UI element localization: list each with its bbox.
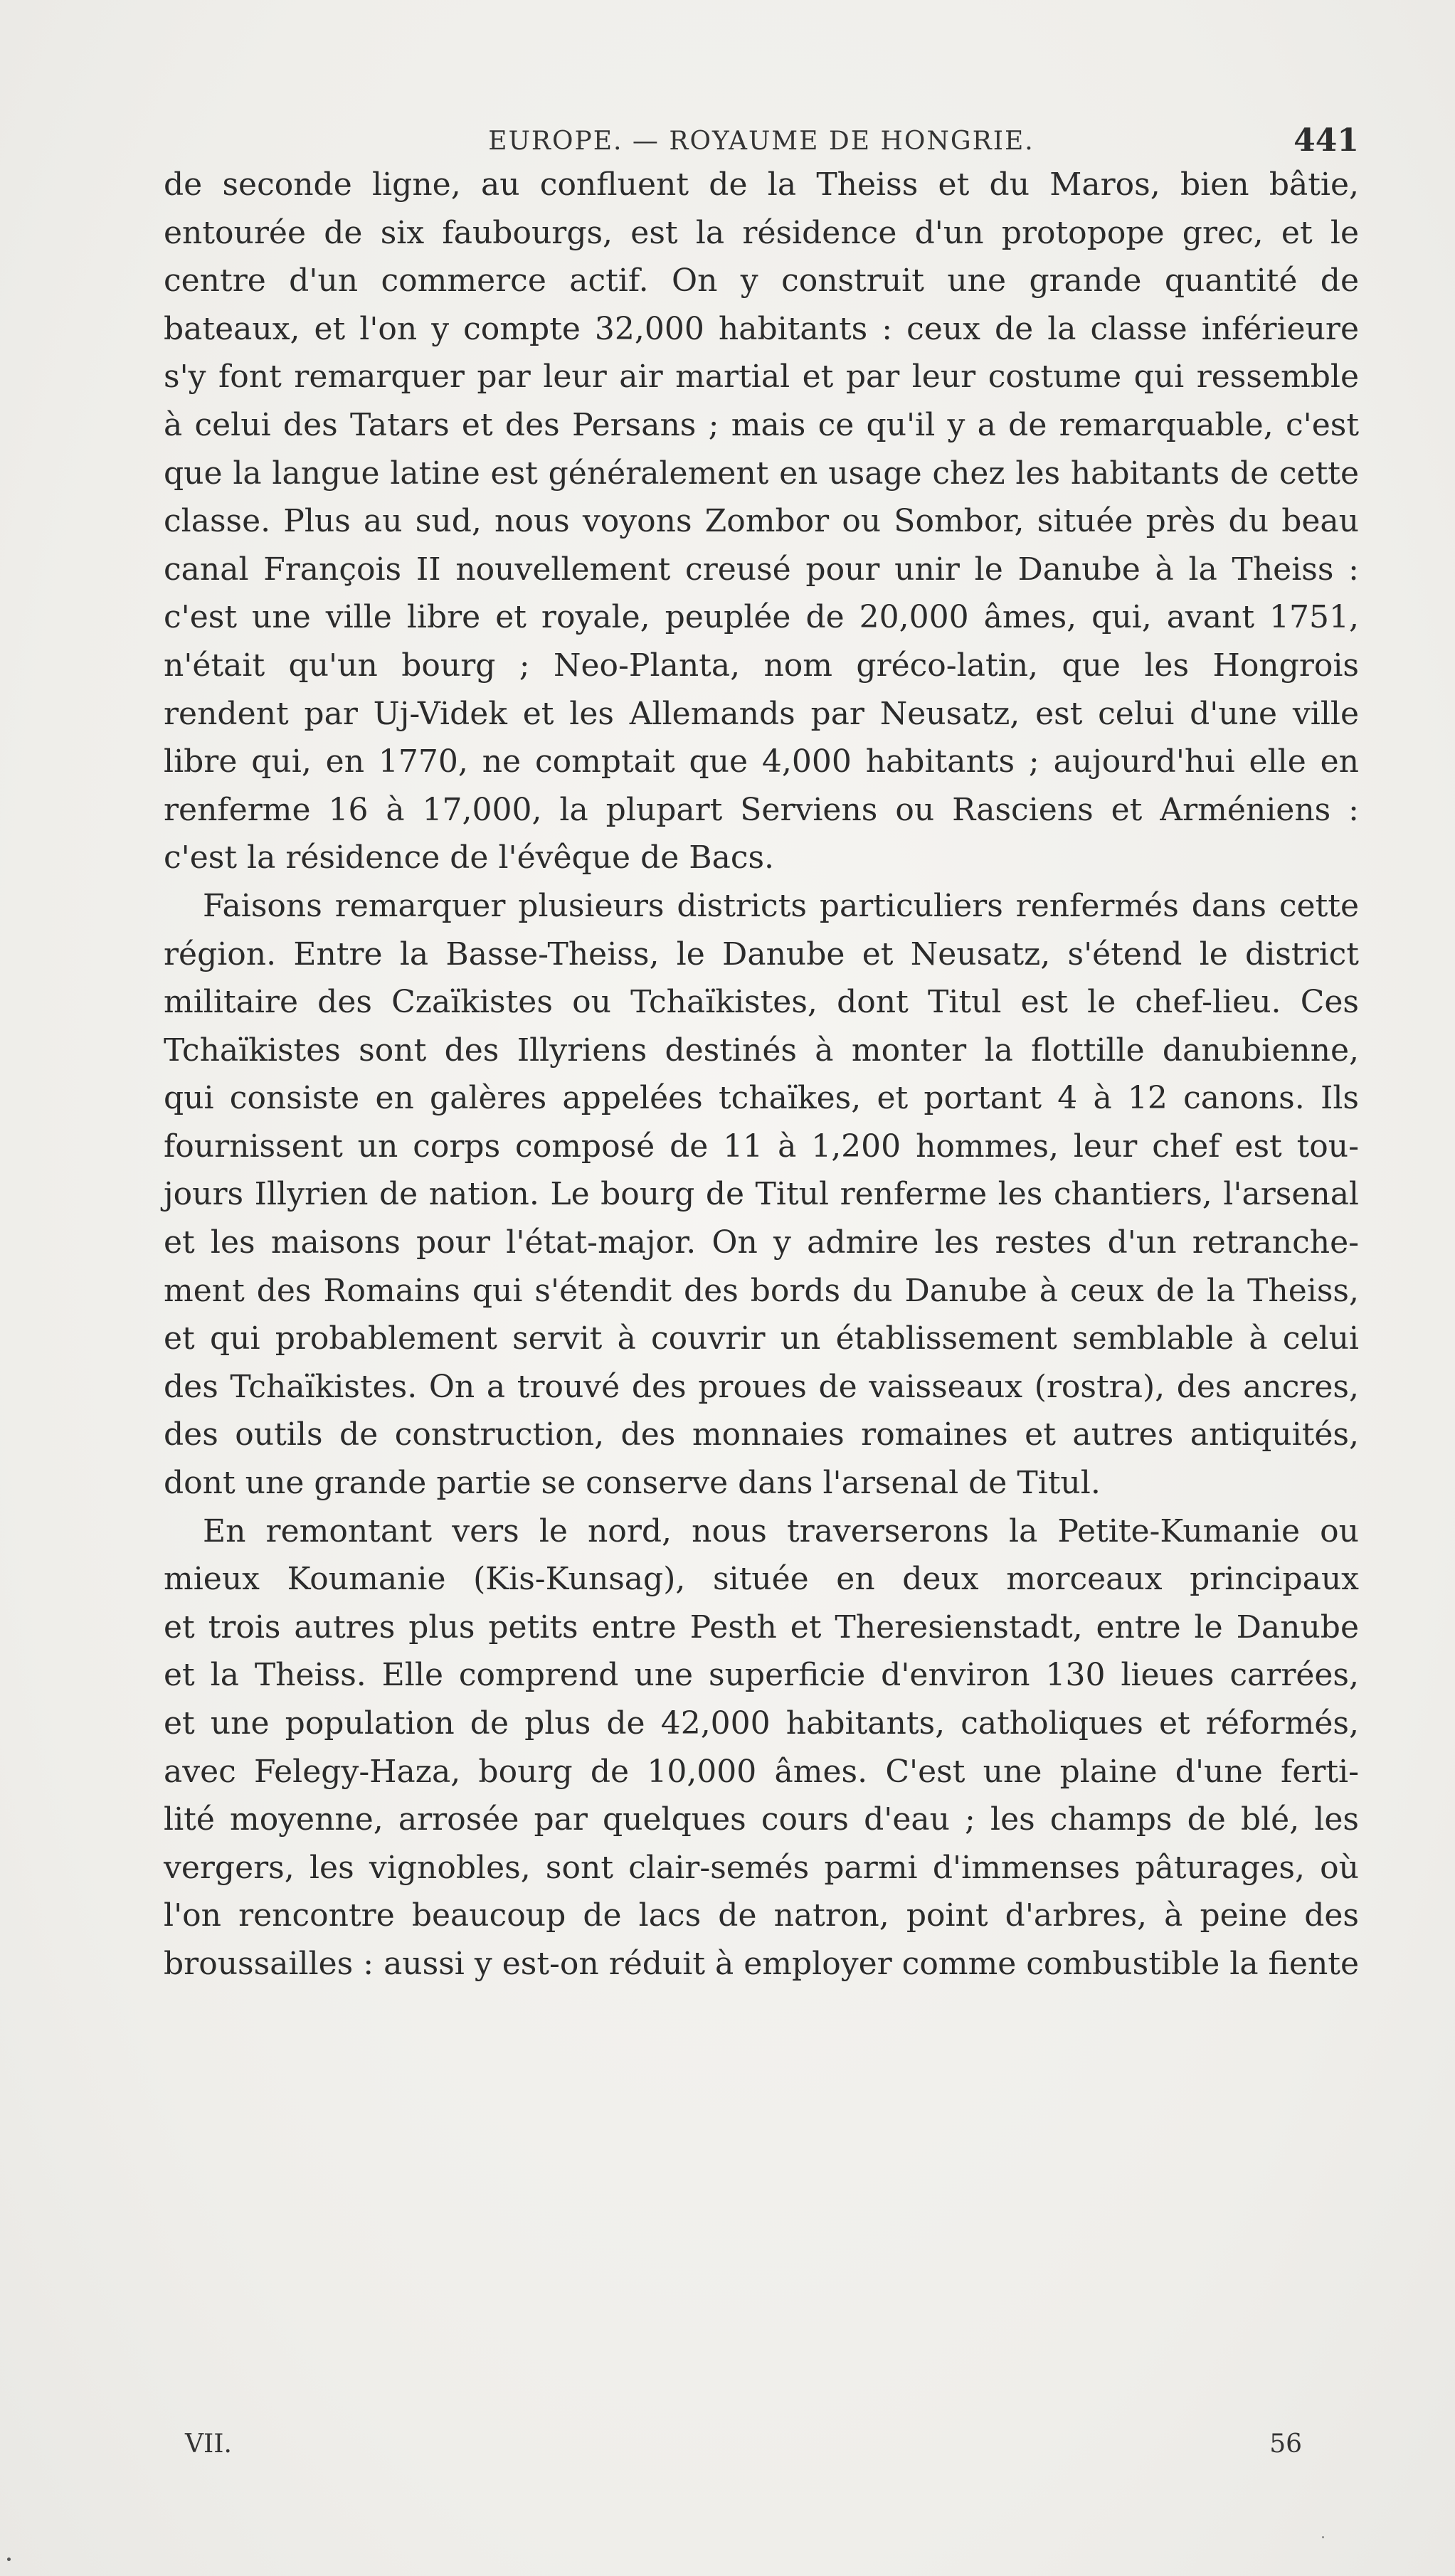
text-line: et trois autres plus petits entre Pesth et Theresienstadt, entre le Danube — [164, 1608, 1359, 1645]
text-line: Faisons remarquer plusieurs districts particuliers renfermés dans cette — [203, 887, 1359, 924]
page-footer — [185, 2429, 1302, 2465]
text-line: vergers, les vignobles, sont clair-semés parmi d'immenses pâturages, où — [164, 1849, 1359, 1886]
text-line: et une population de plus de 42,000 habitants, catholiques et réformés, — [164, 1705, 1359, 1742]
running-head: EUROPE. — ROYAUME DE HONGRIE. — [488, 127, 1035, 156]
text-line: n'était qu'un bourg ; Neo-Planta, nom gréco-latin, que les Hongrois — [164, 647, 1359, 684]
text-line: des Tchaïkistes. On a trouvé des proues de vaisseaux (rostra), des ancres, — [164, 1368, 1359, 1405]
text-line: renferme 16 à 17,000, la plupart Serviens ou Rasciens et Arméniens : — [164, 791, 1359, 828]
text-line: et les maisons pour l'état-major. On y admire les restes d'un retranche- — [164, 1224, 1359, 1261]
text-line: libre qui, en 1770, ne comptait que 4,000 habitants ; aujourd'hui elle en — [164, 743, 1359, 780]
text-line: c'est une ville libre et royale, peuplée de 20,000 âmes, qui, avant 1751, — [164, 599, 1359, 636]
text-line: des outils de construction, des monnaies romaines et autres antiquités, — [164, 1416, 1359, 1453]
text-line: s'y font remarquer par leur air martial et par leur costume qui ressemble — [164, 359, 1359, 396]
scan-speck — [7, 2558, 11, 2561]
text-line: que la langue latine est généralement en usage chez les habitants de cette — [164, 455, 1359, 492]
text-line: jours Illyrien de nation. Le bourg de Titul renferme les chantiers, l'arsenal — [164, 1176, 1359, 1213]
text-line: fournissent un corps composé de 11 à 1,200 hommes, leur chef est tou- — [164, 1128, 1359, 1165]
text-line: bateaux, et l'on y compte 32,000 habitants : ceux de la classe inférieure — [164, 310, 1359, 347]
text-line: entourée de six faubourgs, est la résidence d'un protopope grec, et le — [164, 214, 1359, 251]
text-line: mieux Koumanie (Kis-Kunsag), située en deux morceaux principaux — [164, 1561, 1359, 1598]
scan-speck — [1322, 2536, 1324, 2538]
page-number: 441 — [1293, 122, 1359, 159]
text-line: En remontant vers le nord, nous traverserons la Petite-Kumanie ou — [203, 1512, 1359, 1549]
folio-number: 56 — [1269, 2429, 1302, 2459]
text-line: c'est la résidence de l'évêque de Bacs. — [164, 839, 775, 876]
text-line: de seconde ligne, au confluent de la Theiss et du Maros, bien bâtie, — [164, 166, 1359, 203]
text-line: Tchaïkistes sont des Illyriens destinés à monter la flottille danubienne, — [164, 1032, 1359, 1069]
text-line: ment des Romains qui s'étendit des bords du Danube à ceux de la Theiss, — [164, 1272, 1359, 1309]
text-line: broussailles : aussi y est-on réduit à employer comme combustible la fiente — [164, 1945, 1359, 1982]
text-line: avec Felegy-Haza, bourg de 10,000 âmes. C'est une plaine d'une ferti- — [164, 1753, 1359, 1790]
text-line: militaire des Czaïkistes ou Tchaïkistes, dont Titul est le chef-lieu. Ces — [164, 984, 1359, 1021]
text-line: centre d'un commerce actif. On y construit une grande quantité de — [164, 263, 1359, 300]
text-line: rendent par Uj-Videk et les Allemands par Neusatz, est celui d'une ville — [164, 695, 1359, 732]
text-line: et qui probablement servit à couvrir un établissement semblable à celui — [164, 1320, 1359, 1357]
text-line: qui consiste en galères appelées tchaïkes, et portant 4 à 12 canons. Ils — [164, 1080, 1359, 1117]
text-line: et la Theiss. Elle comprend une superficie d'environ 130 lieues carrées, — [164, 1657, 1359, 1694]
text-line: l'on rencontre beaucoup de lacs de natron, point d'arbres, à peine des — [164, 1897, 1359, 1934]
text-line: à celui des Tatars et des Persans ; mais ce qu'il y a de remarquable, c'est — [164, 406, 1359, 443]
text-line: région. Entre la Basse-Theiss, le Danube et Neusatz, s'étend le district — [164, 935, 1359, 972]
signature-mark: VII. — [185, 2429, 232, 2459]
body-text — [164, 161, 1359, 1988]
text-line: lité moyenne, arrosée par quelques cours d'eau ; les champs de blé, les — [164, 1801, 1359, 1838]
text-line: canal François II nouvellement creusé pour unir le Danube à la Theiss : — [164, 551, 1359, 588]
text-line: classe. Plus au sud, nous voyons Zombor ou Sombor, située près du beau — [164, 503, 1359, 540]
text-line: dont une grande partie se conserve dans l'arsenal de Titul. — [164, 1465, 1101, 1502]
